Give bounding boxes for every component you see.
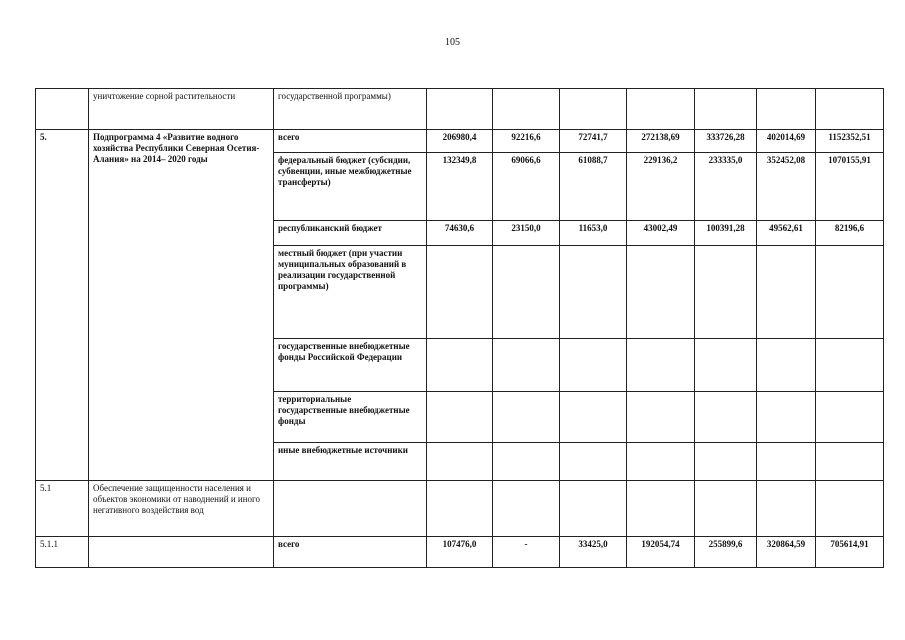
value-cell: 132349,8 (427, 153, 493, 221)
funding-source-cell: территориальные государственные внебюджетные фонды (274, 392, 427, 443)
table-row (36, 89, 884, 130)
value-cell: 92216,6 (493, 130, 560, 153)
page-number: 105 (445, 37, 460, 48)
value-cell: 11653,0 (560, 221, 627, 246)
measure-name-cell: Обеспечение защищенности населения и объектов экономики от наводнений и иного негативного воздействия вод (89, 481, 274, 537)
value-cell: 33425,0 (560, 537, 627, 568)
funding-source-cell: государственной программы) (274, 89, 427, 130)
measure-name-cell: уничтожение сорной растительности (89, 89, 274, 130)
value-cell: 69066,6 (493, 153, 560, 221)
table-row (36, 130, 884, 153)
value-cell: 229136,2 (627, 153, 695, 221)
measure-name-cell (89, 537, 274, 568)
funding-source-cell: государственные внебюджетные фонды Российской Федерации (274, 339, 427, 392)
value-cell: 43002,49 (627, 221, 695, 246)
value-cell: 402014,69 (757, 130, 816, 153)
funding-source-cell: иные внебюджетные источники (274, 443, 427, 481)
value-cell: 320864,59 (757, 537, 816, 568)
value-cell: 333726,28 (695, 130, 757, 153)
row-number-cell: 5. (36, 130, 89, 481)
value-cell: 352452,08 (757, 153, 816, 221)
value-cell: 74630,6 (427, 221, 493, 246)
value-cell: 107476,0 (427, 537, 493, 568)
value-cell: 1070155,91 (816, 153, 884, 221)
value-cell: 233335,0 (695, 153, 757, 221)
value-cell: 1152352,51 (816, 130, 884, 153)
funding-source-cell: всего (274, 537, 427, 568)
value-cell: 23150,0 (493, 221, 560, 246)
funding-source-cell: всего (274, 130, 427, 153)
value-cell: 100391,28 (695, 221, 757, 246)
value-cell: 206980,4 (427, 130, 493, 153)
row-number-cell (36, 89, 89, 130)
value-cell: 255899,6 (695, 537, 757, 568)
funding-source-cell: местный бюджет (при участии муниципальных образований в реализации государственной программы) (274, 246, 427, 339)
value-cell: 272138,69 (627, 130, 695, 153)
funding-source-cell (274, 481, 427, 537)
row-number-cell: 5.1.1 (36, 537, 89, 568)
value-cell: 192054,74 (627, 537, 695, 568)
value-cell: - (493, 537, 560, 568)
table-row (36, 537, 884, 568)
subprogram-name-cell: Подпрограмма 4 «Развитие водного хозяйства Республики Северная Осетия-Алания» на 2014– 2020 годы (89, 130, 274, 481)
funding-source-cell: республиканский бюджет (274, 221, 427, 246)
table-row (36, 481, 884, 537)
funding-source-cell: федеральный бюджет (субсидии, субвенции, иные межбюджетные трансферты) (274, 153, 427, 221)
value-cell: 61088,7 (560, 153, 627, 221)
value-cell: 82196,6 (816, 221, 884, 246)
value-cell: 72741,7 (560, 130, 627, 153)
budget-table (35, 88, 884, 568)
row-number-cell: 5.1 (36, 481, 89, 537)
value-cell: 49562,61 (757, 221, 816, 246)
value-cell: 705614,91 (816, 537, 884, 568)
